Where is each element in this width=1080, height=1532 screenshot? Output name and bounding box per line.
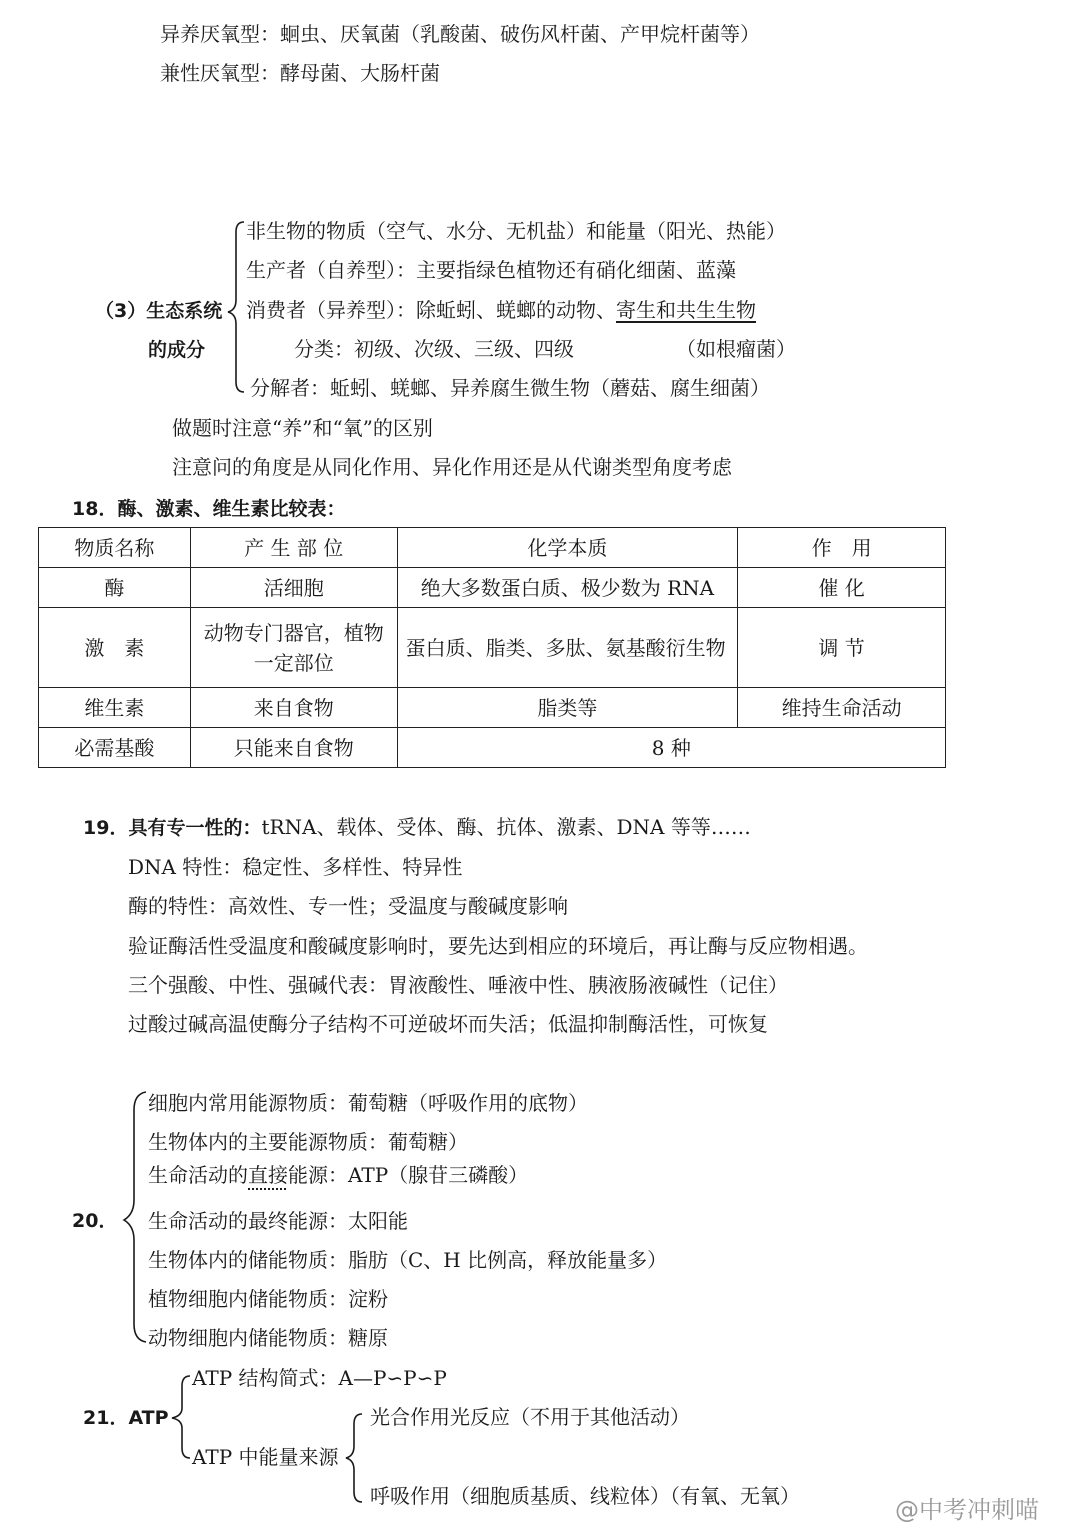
list-item: 生物体内的储能物质：脂肪（C、H 比例高，释放能量多）: [148, 1248, 668, 1272]
list-item-text: 消费者（异养型）：除蚯蚓、蜣螂的动物、: [246, 298, 616, 322]
text-line: 三个强酸、中性、强碱代表：胃液酸性、唾液中性、胰液肠液碱性（记住）: [128, 973, 788, 997]
list-item-note: （如根瘤菌）: [676, 337, 796, 361]
section-label: 的成分: [148, 339, 206, 361]
table-cell: 维生素: [39, 688, 191, 728]
list-item: 生产者（自养型）：主要指绿色植物还有硝化细菌、蓝藻: [246, 258, 736, 282]
underlined-text: 寄生和共生生物: [616, 298, 756, 322]
note-line: 做题时注意“养”和“氧”的区别: [172, 416, 433, 440]
list-item: 分解者：蚯蚓、蜣螂、异养腐生微生物（蘑菇、腐生细菌）: [250, 376, 770, 400]
list-item: ATP 中能量来源: [192, 1445, 339, 1469]
list-item: ATP 结构简式：A—P∽P∽P: [192, 1366, 447, 1390]
watermark: @中考冲刺喵: [895, 1496, 1039, 1524]
text-line: 过酸过碱高温使酶分子结构不可逆破坏而失活；低温抑制酶活性，可恢复: [128, 1012, 768, 1036]
list-item: 非生物的物质（空气、水分、无机盐）和能量（阳光、热能）: [246, 219, 786, 243]
table-cell: 活细胞: [190, 568, 397, 608]
table-cell: 调 节: [738, 608, 946, 688]
section-label: 20．: [72, 1210, 118, 1232]
table-header-cell: 化学本质: [397, 528, 738, 568]
table-cell: 脂类等: [397, 688, 738, 728]
emphasis-text: 直接: [248, 1163, 288, 1187]
list-item-text: 生命活动的: [148, 1163, 248, 1187]
table-cell: 动物专门器官，植物一定部位: [190, 608, 397, 688]
table-header-cell: 产 生 部 位: [190, 528, 397, 568]
note-line: 注意问的角度是从同化作用、异化作用还是从代谢类型角度考虑: [172, 455, 732, 479]
section-label: （3）生态系统: [95, 300, 223, 322]
table-cell: 激 素: [39, 608, 191, 688]
section-heading-bold: 19．具有专一性的：: [83, 817, 262, 839]
text-line: 酶的特性：高效性、专一性；受温度与酸碱度影响: [128, 894, 568, 918]
list-item: 植物细胞内储能物质：淀粉: [148, 1287, 388, 1311]
table-cell: 蛋白质、脂类、多肽、氨基酸衍生物: [397, 608, 738, 688]
table-cell: 催 化: [738, 568, 946, 608]
list-item: 细胞内常用能源物质：葡萄糖（呼吸作用的底物）: [148, 1091, 588, 1115]
text-line: 异养厌氧型：蛔虫、厌氧菌（乳酸菌、破伤风杆菌、产甲烷杆菌等）: [160, 22, 760, 46]
table-cell: 酶: [39, 568, 191, 608]
table-cell: 8 种: [397, 728, 945, 768]
text-line: 验证酶活性受温度和酸碱度影响时，要先达到相应的环境后，再让酶与反应物相遇。: [128, 934, 868, 958]
section-label: 21．ATP: [83, 1407, 169, 1429]
list-item: 生物体内的主要能源物质：葡萄糖）: [148, 1130, 468, 1154]
list-item: 动物细胞内储能物质：糖原: [148, 1326, 388, 1350]
list-item-text: 能源：ATP（腺苷三磷酸）: [288, 1163, 529, 1187]
section-heading: 18．酶、激素、维生素比较表：: [72, 498, 346, 520]
list-item: 生命活动的最终能源：太阳能: [148, 1209, 408, 1233]
table-header-cell: 物质名称: [39, 528, 191, 568]
table-cell: 绝大多数蛋白质、极少数为 RNA: [397, 568, 738, 608]
list-item: 呼吸作用（细胞质基质、线粒体）（有氧、无氧）: [370, 1484, 800, 1508]
list-item: 光合作用光反应（不用于其他活动）: [370, 1405, 690, 1429]
section-heading-text: tRNA、载体、受体、酶、抗体、激素、DNA 等等……: [261, 815, 751, 839]
table-cell: 必需基酸: [39, 728, 191, 768]
table-cell: 只能来自食物: [190, 728, 397, 768]
table-cell: 维持生命活动: [738, 688, 946, 728]
text-line: DNA 特性：稳定性、多样性、特异性: [128, 855, 463, 879]
text-line: 兼性厌氧型：酵母菌、大肠杆菌: [160, 61, 440, 85]
table-header-cell: 作 用: [738, 528, 946, 568]
table-cell: 来自食物: [190, 688, 397, 728]
list-item: 分类：初级、次级、三级、四级: [294, 337, 574, 361]
